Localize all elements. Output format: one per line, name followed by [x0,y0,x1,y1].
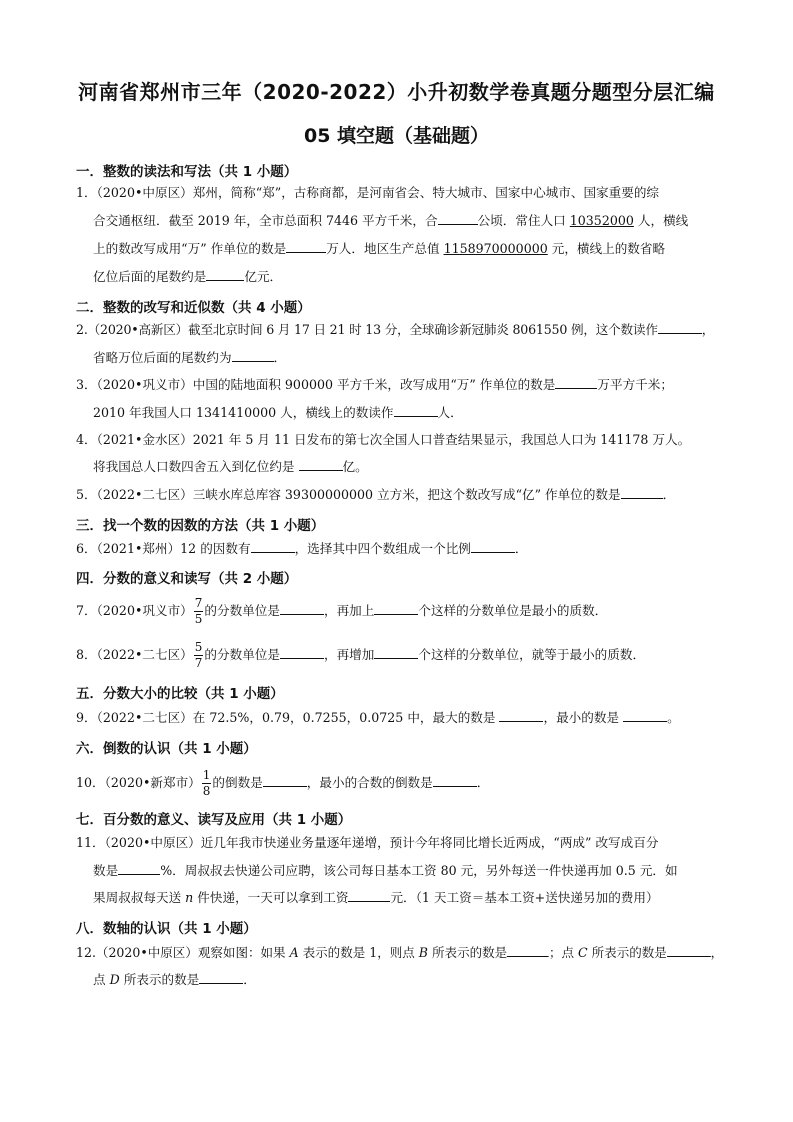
q11-line1: 11．（2020•中原区）近几年我市快递业务量逐年递增，预计今年将同比增长近两成，“两成” 改写成百分 [76,835,659,850]
q2-line1: 2.（2020•高新区）截至北京时间 6 月 17 日 21 时 13 分，全球确诊新冠肺炎 8061550 例，这个数读作 ， [76,322,715,337]
answer-blank[interactable] [118,862,160,875]
q7-line1: 7．（2020•巩义市） $\frac{7}{5}$ 的分数单位是 ，再加上 个这样的分数单位是最小的质数． [76,596,608,626]
answer-blank[interactable] [299,458,343,471]
fraction: $\frac{7}{5}$ [194,596,203,626]
answer-blank[interactable] [199,971,243,984]
q3-line2: 2010 年我国人口 1341410000 人，横线上的数读作 人． [93,405,463,420]
answer-blank[interactable] [438,212,478,225]
q1-line3: 上的数改写成用“万” 作单位的数是 万人．地区生产总值 1158970000000 元，横线上的数省略 [93,241,666,256]
answer-blank[interactable] [232,349,274,362]
page-title: 河南省郑州市三年（2020-2022）小升初数学卷真题分题型分层汇编 [78,80,715,104]
q8-line1: 8．（2022•二七区） $\frac{5}{7}$ 的分数单位是 ，再增加 个这样的分数单位，就等于最小的质数． [76,640,646,670]
answer-blank[interactable] [433,774,477,787]
section-heading: 三．找一个数的因数的方法（共 1 小题） [76,518,325,534]
section-heading: 一．整数的读法和写法（共 1 小题） [76,164,298,180]
q1-line2: 合交通枢纽．截至 2019 年，全市总面积 7446 平方千米，合 公顷．常住人口 10352000 人，横线 [93,213,689,228]
answer-blank[interactable] [280,602,324,615]
answer-blank[interactable] [667,944,711,957]
answer-blank[interactable] [555,376,597,389]
section-heading: 四．分数的意义和读写（共 2 小题） [76,571,298,587]
q12-line2: 点 D 所表示的数是 ． [93,972,256,987]
fraction: $\frac{5}{7}$ [194,640,203,670]
answer-blank[interactable] [280,646,324,659]
q2-line2: 省略万位后面的尾数约为 ． [93,350,287,365]
q11-line2: 数是 %．周叔叔去快递公司应聘，该公司每日基本工资 80 元，另外每送一件快递再加 0.5 元．如 [93,863,678,878]
answer-blank[interactable] [471,540,515,553]
q1-line4: 亿位后面的尾数约是 亿元． [93,269,283,284]
answer-blank[interactable] [658,321,702,334]
q6-line1: 6．（2021•郑州）12 的因数有 ，选择其中四个数组成一个比例 ． [76,541,528,556]
q5-line1: 5．（2022•二七区）三峡水库总库容 39300000000 立方米，把这个数改写成“亿” 作单位的数是 ． [76,487,676,502]
q1-line1: 1．（2020•中原区）郑州，简称“郑”，古称商都，是河南省会、特大城市、国家中心城市、国家重要的综 [76,185,660,200]
answer-blank[interactable] [251,540,295,553]
answer-blank[interactable] [507,944,549,957]
answer-blank[interactable] [394,404,438,417]
fraction: $\frac{1}{8}$ [202,768,211,798]
section-heading: 八．数轴的认识（共 1 小题） [76,921,257,937]
answer-blank[interactable] [286,240,326,253]
page-subtitle: 05 填空题（基础题） [303,125,490,147]
answer-blank[interactable] [499,709,543,722]
q11-line3: 果周叔叔每天送 n 件快递，一天可以拿到工资 元．（1 天工资＝基本工资+送快递另加的费用） [93,890,659,905]
q4-line1: 4．（2021•金水区）2021 年 5 月 11 日发布的第七次全国人口普查结果显示，我国总人口为 141178 万人。 [76,432,691,447]
answer-blank[interactable] [374,646,418,659]
answer-blank[interactable] [623,709,667,722]
q9-line1: 9．（2022•二七区）在 72.5%，0.79，0.7255，0.0725 中，最大的数是 ，最小的数是 。 [76,710,680,725]
answer-blank[interactable] [206,268,244,281]
answer-blank[interactable] [263,774,307,787]
q12-line1: 12.（2020•中原区）观察如图：如果 A 表示的数是 1，则点 B 所表示的数是 ；点 C 所表示的数是 ， [76,945,724,960]
section-heading: 七．百分数的意义、读写及应用（共 1 小题） [76,812,352,828]
answer-blank[interactable] [348,889,390,902]
section-heading: 六．倒数的认识（共 1 小题） [76,741,257,757]
answer-blank[interactable] [374,602,418,615]
answer-blank[interactable] [621,486,663,499]
q3-line1: 3．（2020•巩义市）中国的陆地面积 900000 平方千米，改写成用“万” 作单位的数是 万平方千米； [76,377,673,392]
q4-line2: 将我国总人口数四舍五入到亿位约是 亿。 [93,459,368,474]
section-heading: 二．整数的改写和近似数（共 4 小题） [76,300,311,316]
q10-line1: 10．（2020•新郑市） $\frac{1}{8}$ 的倒数是 ，最小的合数的倒数是 ． [76,768,490,798]
section-heading: 五．分数大小的比较（共 1 小题） [76,686,284,702]
